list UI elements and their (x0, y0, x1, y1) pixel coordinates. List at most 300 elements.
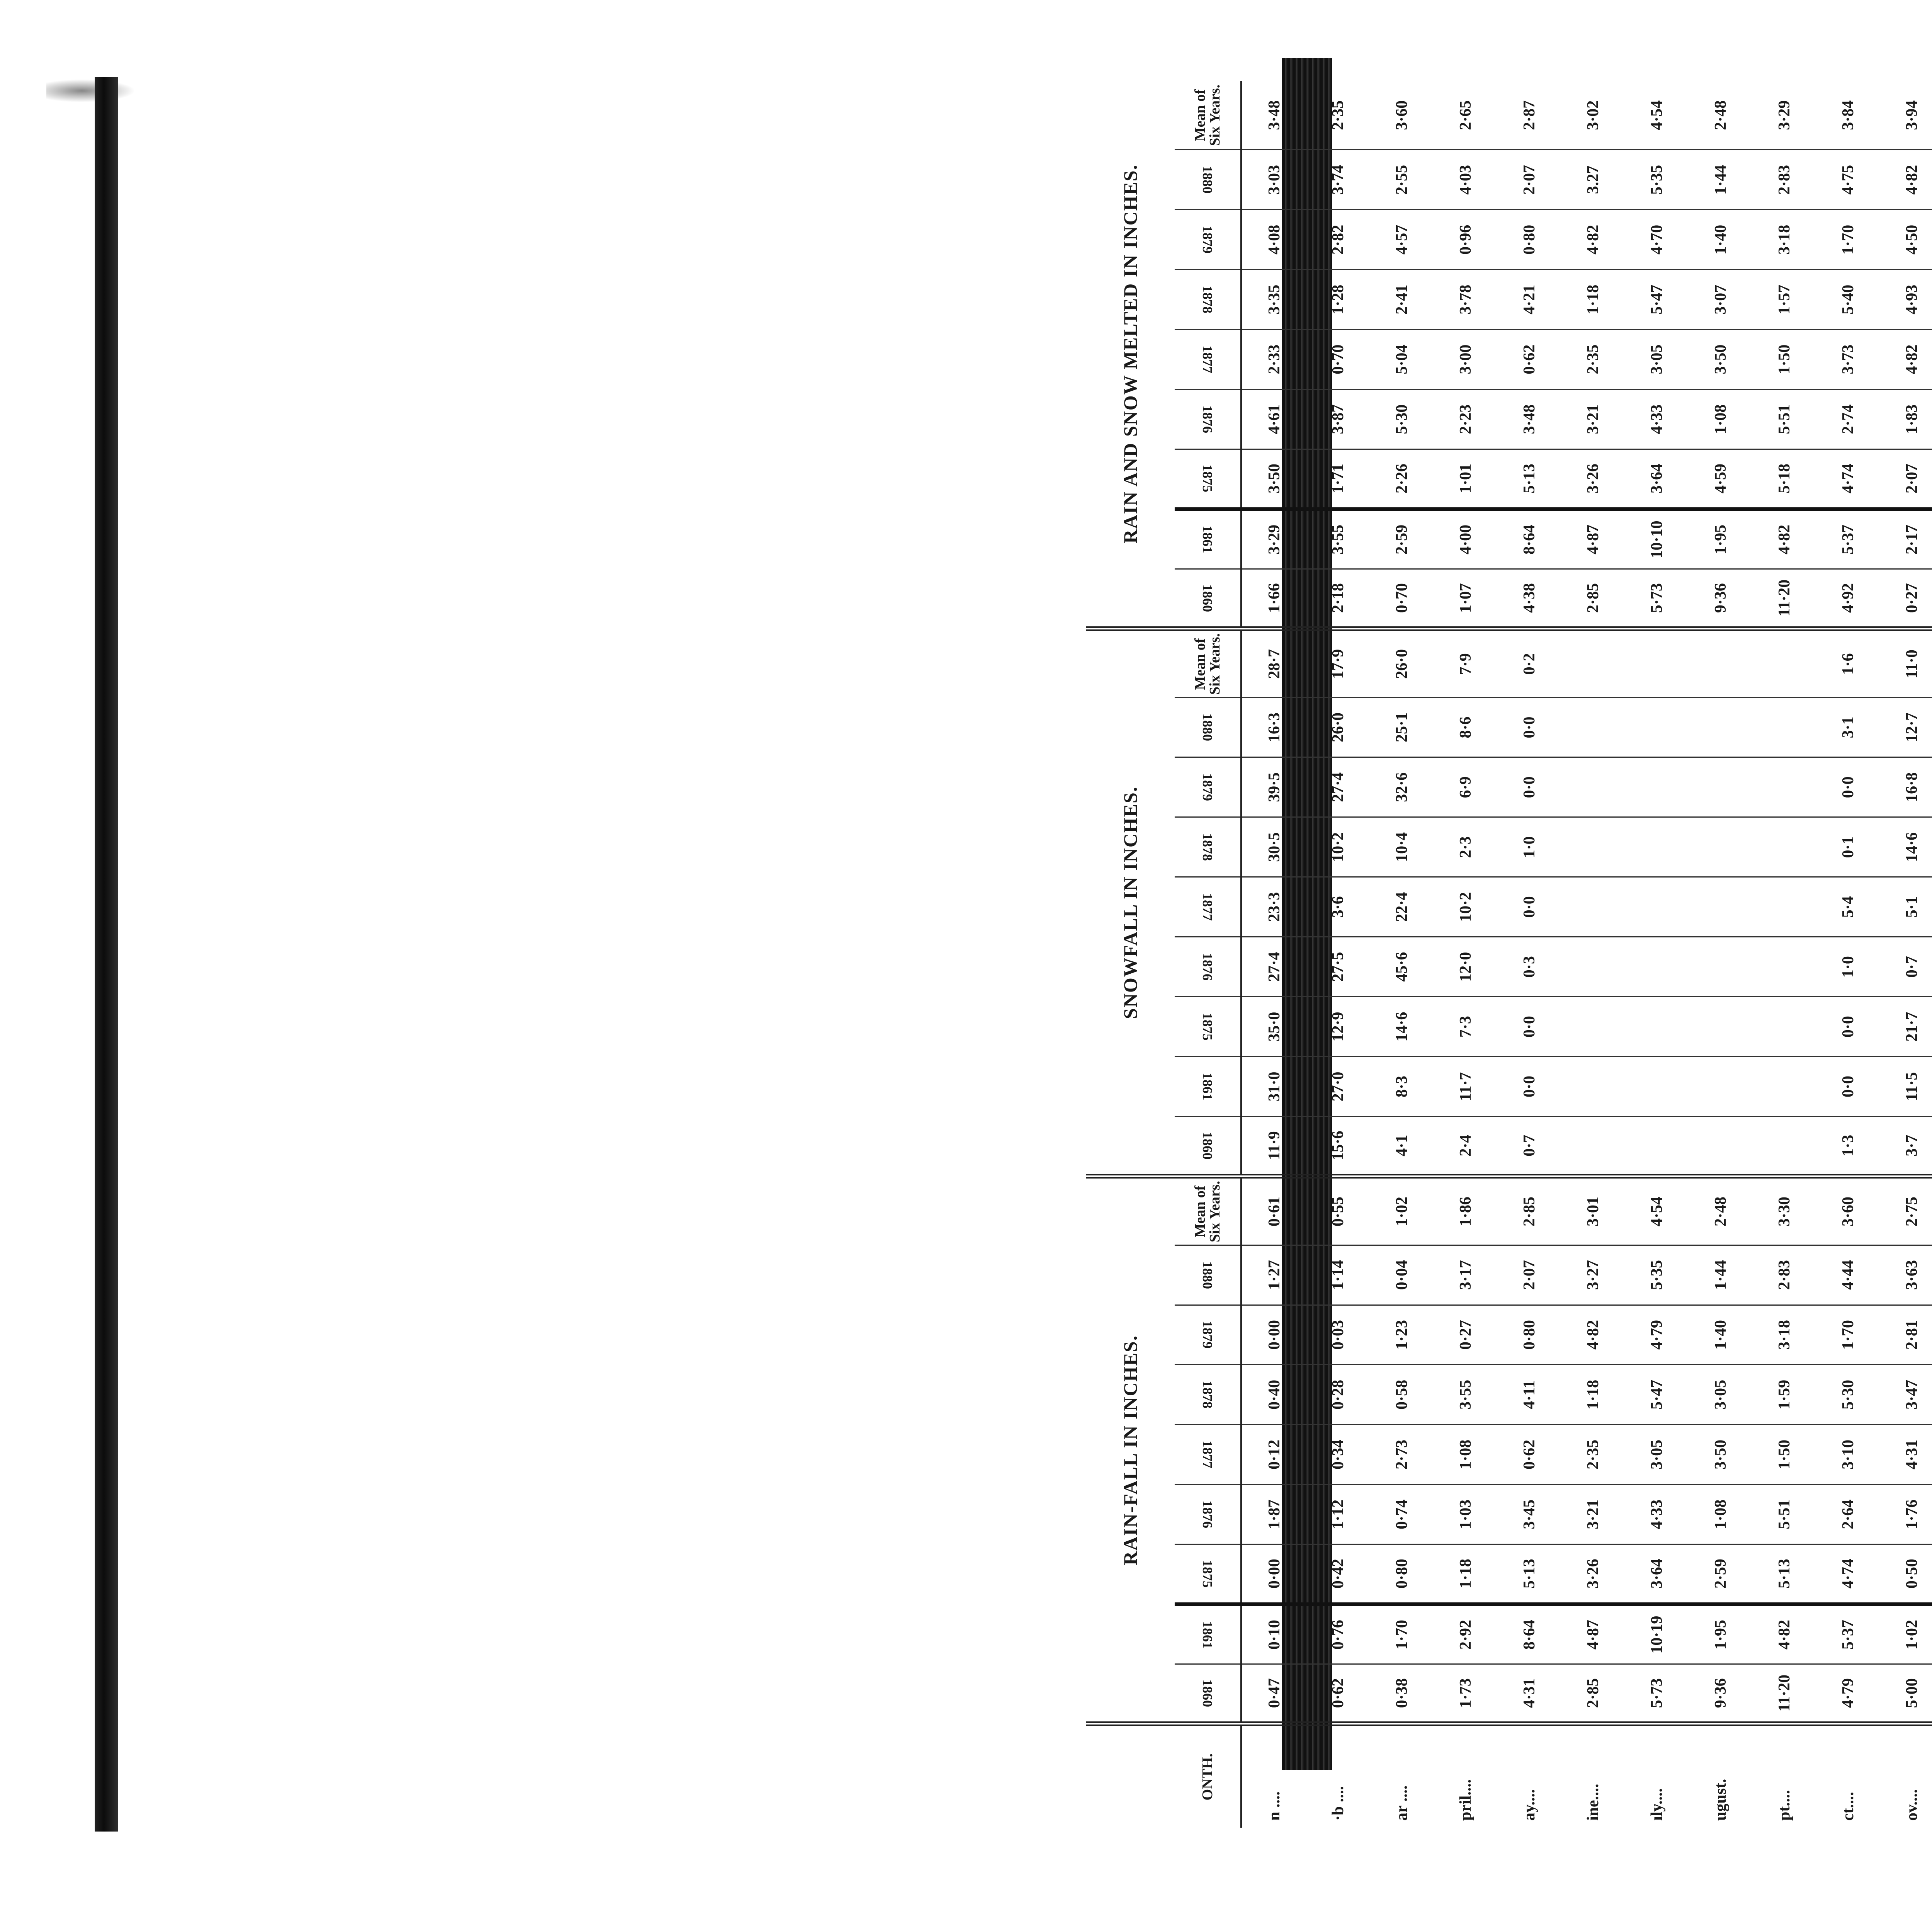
rain-and-snow-value: 3·78 (1434, 270, 1497, 330)
snowfall-value (1689, 877, 1752, 937)
snowfall-value: 0·2 (1497, 629, 1561, 697)
snowfall-mean-header: Mean of Six Years. (1175, 629, 1242, 697)
rain-and-snow-value: 4·54 (1625, 81, 1689, 150)
snowfall-value (1561, 937, 1625, 997)
rain-and-snow-year-header (1175, 389, 1242, 449)
snowfall-value: 26·0 (1370, 629, 1434, 697)
rain-fall-value: 1·02 (1370, 1176, 1434, 1245)
rain-and-snow-value: 3·07 (1689, 270, 1752, 330)
rain-fall-value: 0·34 (1306, 1425, 1370, 1485)
snowfall-value: 0·0 (1497, 877, 1561, 937)
rain-fall-value: 9·36 (1689, 1664, 1752, 1724)
rain-and-snow-value: 1·44 (1689, 150, 1752, 210)
year-label: 1877 (1200, 1440, 1215, 1469)
rain-and-snow-value: 3·73 (1816, 330, 1880, 389)
rain-and-snow-value: 3·87 (1306, 389, 1370, 449)
rain-fall-value: 0·00 (1242, 1305, 1306, 1365)
year-label: 1876 (1200, 953, 1215, 981)
rain-and-snow-value: 0·70 (1306, 330, 1370, 389)
rain-fall-value: 5·37 (1816, 1604, 1880, 1664)
snowfall-value: 10·2 (1434, 877, 1497, 937)
rain-fall-value: 1·14 (1306, 1245, 1370, 1305)
month-label: pril.... (1456, 1779, 1475, 1821)
rain-and-snow-value: 4·82 (1880, 150, 1932, 210)
snowfall-value: 7·9 (1434, 629, 1497, 697)
table-row (1370, 81, 1434, 1828)
rain-and-snow-value: 4·38 (1497, 569, 1561, 629)
snowfall-value: 23·3 (1242, 877, 1306, 937)
year-label: 1878 (1200, 833, 1215, 861)
rain-fall-value: 3·27 (1561, 1245, 1625, 1305)
snowfall-value: 10·2 (1306, 817, 1370, 877)
year-label: 1860 (1200, 1131, 1215, 1160)
rain-fall-value: 2·64 (1816, 1485, 1880, 1544)
snowfall-value: 27·5 (1306, 937, 1370, 997)
rain-and-snow-year-header (1175, 569, 1242, 629)
snowfall-value (1752, 997, 1816, 1057)
year-label: 1880 (1200, 1261, 1215, 1289)
snowfall-value: 22·4 (1370, 877, 1434, 937)
rain-fall-value: 3·60 (1816, 1176, 1880, 1245)
month-label: pt.... (1775, 1790, 1793, 1821)
rain-fall-value: 1·87 (1242, 1485, 1306, 1544)
rain-fall-value: 3·10 (1816, 1425, 1880, 1485)
snowfall-value (1689, 817, 1752, 877)
snowfall-value (1752, 817, 1816, 877)
rain-and-snow-value: 1·40 (1689, 210, 1752, 270)
scan-smudge (46, 79, 135, 102)
rain-and-snow-value: 2·07 (1497, 150, 1561, 210)
year-label: 1878 (1200, 286, 1215, 314)
rain-and-snow-value: 3·00 (1434, 330, 1497, 389)
year-label: 1877 (1200, 893, 1215, 921)
snowfall-value (1689, 937, 1752, 997)
snowfall-value (1752, 1116, 1816, 1176)
rain-fall-value: 0·58 (1370, 1365, 1434, 1425)
rain-and-snow-value: 3·64 (1625, 449, 1689, 509)
rain-fall-value: 3·55 (1434, 1365, 1497, 1425)
rain-and-snow-value: 2·55 (1370, 150, 1434, 210)
rain-fall-value: 4·54 (1625, 1176, 1689, 1245)
rain-fall-value: 2·07 (1497, 1245, 1561, 1305)
snowfall-value: 45·6 (1370, 937, 1434, 997)
rain-and-snow-value: 2·87 (1497, 81, 1561, 150)
rain-and-snow-value: 3·48 (1497, 389, 1561, 449)
year-label: 1860 (1200, 1679, 1215, 1707)
rain-fall-value: 4·31 (1497, 1664, 1561, 1724)
snowfall-value: 11·9 (1242, 1116, 1306, 1176)
rain-fall-value: 5·73 (1625, 1664, 1689, 1724)
precipitation-table (1086, 81, 1932, 1828)
rain-and-snow-value: 3·02 (1561, 81, 1625, 150)
snowfall-year-header (1175, 1116, 1242, 1176)
rain-and-snow-value: 3·35 (1242, 270, 1306, 330)
rain-fall-value: 1·86 (1434, 1176, 1497, 1245)
rain-fall-value: 0·80 (1370, 1544, 1434, 1604)
snowfall-value (1625, 997, 1689, 1057)
table-row (1625, 81, 1689, 1828)
year-label: 1877 (1200, 345, 1215, 374)
snowfall-value: 7·3 (1434, 997, 1497, 1057)
rain-fall-value: 2·85 (1497, 1176, 1561, 1245)
rain-fall-value: 2·35 (1561, 1425, 1625, 1485)
table-row (1816, 81, 1880, 1828)
year-label: 1860 (1200, 584, 1215, 612)
year-label: 1875 (1200, 1013, 1215, 1041)
rain-fall-value: 0·12 (1242, 1425, 1306, 1485)
month-label: ct.... (1839, 1792, 1857, 1821)
month-label: ay.... (1520, 1789, 1538, 1821)
rain-and-snow-value: 2·82 (1306, 210, 1370, 270)
snowfall-value (1752, 877, 1816, 937)
rain-fall-value: 4·79 (1625, 1305, 1689, 1365)
year-label: 1878 (1200, 1381, 1215, 1409)
rain-and-snow-value: 1·01 (1434, 449, 1497, 509)
rain-fall-value: 1·44 (1689, 1245, 1752, 1305)
snowfall-value (1752, 757, 1816, 817)
table-row (1689, 81, 1752, 1828)
rain-and-snow-value: 3·03 (1242, 150, 1306, 210)
rain-and-snow-value: 2·23 (1434, 389, 1497, 449)
snowfall-value: 27·0 (1306, 1057, 1370, 1117)
year-label: 1876 (1200, 405, 1215, 434)
rain-and-snow-value: 4·93 (1880, 270, 1932, 330)
snowfall-value (1752, 629, 1816, 697)
rain-fall-value: 3·50 (1689, 1425, 1752, 1485)
month-label: n .... (1265, 1791, 1283, 1821)
snowfall-value: 0·3 (1497, 937, 1561, 997)
rain-fall-year-header (1175, 1305, 1242, 1365)
snowfall-value (1561, 997, 1625, 1057)
rain-fall-value: 0·47 (1242, 1664, 1306, 1724)
rain-and-snow-value: 2·83 (1752, 150, 1816, 210)
rain-fall-value: 2·59 (1689, 1544, 1752, 1604)
rain-and-snow-value: 5·13 (1497, 449, 1561, 509)
rain-fall-value: 3·30 (1752, 1176, 1816, 1245)
table-row (1497, 81, 1561, 1828)
rain-fall-value: 1·70 (1370, 1604, 1434, 1664)
table-row (1880, 81, 1932, 1828)
rain-and-snow-value: 11·20 (1752, 569, 1816, 629)
month-label: ugust. (1711, 1779, 1730, 1821)
snowfall-value: 3·1 (1816, 697, 1880, 757)
rain-fall-value: 1·95 (1689, 1604, 1752, 1664)
rain-fall-value: 0·74 (1370, 1485, 1434, 1544)
rain-and-snow-value: 3·94 (1880, 81, 1932, 150)
snowfall-value: 21·7 (1880, 997, 1932, 1057)
rain-and-snow-value: 4·75 (1816, 150, 1880, 210)
snowfall-year-header (1175, 817, 1242, 877)
rain-fall-value: 1·76 (1880, 1485, 1932, 1544)
rain-and-snow-value: 4·03 (1434, 150, 1497, 210)
snowfall-value: 16·3 (1242, 697, 1306, 757)
rain-and-snow-value: 5·04 (1370, 330, 1434, 389)
rain-and-snow-value: 2·65 (1434, 81, 1497, 150)
rain-fall-value: 1·70 (1816, 1305, 1880, 1365)
snowfall-value: 15·6 (1306, 1116, 1370, 1176)
rain-fall-value: 0·80 (1497, 1305, 1561, 1365)
snowfall-value: 8·3 (1370, 1057, 1434, 1117)
snowfall-value (1752, 1057, 1816, 1117)
snowfall-value (1752, 697, 1816, 757)
rain-fall-value: 0·50 (1880, 1544, 1932, 1604)
rain-and-snow-value: 5·73 (1625, 569, 1689, 629)
snowfall-value: 32·6 (1370, 757, 1434, 817)
rain-fall-value: 4·82 (1561, 1305, 1625, 1365)
rain-and-snow-mean-header: Mean of Six Years. (1175, 81, 1242, 150)
rain-fall-value: 0·03 (1306, 1305, 1370, 1365)
snowfall-value: 26·0 (1306, 697, 1370, 757)
rain-fall-value: 4·11 (1497, 1365, 1561, 1425)
rain-and-snow-value: 4·59 (1689, 449, 1752, 509)
rain-and-snow-value: 5·47 (1625, 270, 1689, 330)
month-label: ine.... (1584, 1784, 1602, 1821)
year-label: 1861 (1200, 526, 1215, 554)
rain-fall-value: 3·01 (1561, 1176, 1625, 1245)
snowfall-value: 1·3 (1816, 1116, 1880, 1176)
rain-fall-value: 4·87 (1561, 1604, 1625, 1664)
rain-fall-value: 0·61 (1242, 1176, 1306, 1245)
snowfall-value (1689, 1057, 1752, 1117)
snowfall-value: 0·0 (1497, 757, 1561, 817)
table-row (1434, 81, 1497, 1828)
snowfall-value: 30·5 (1242, 817, 1306, 877)
snowfall-value (1689, 1116, 1752, 1176)
rain-fall-value: 0·28 (1306, 1365, 1370, 1425)
snowfall-value: 35·0 (1242, 997, 1306, 1057)
rain-and-snow-value: 2·07 (1880, 449, 1932, 509)
snowfall-value: 14·6 (1370, 997, 1434, 1057)
snowfall-value: 16·8 (1880, 757, 1932, 817)
rain-and-snow-value: 1·95 (1689, 509, 1752, 569)
rain-and-snow-value: 8·64 (1497, 509, 1561, 569)
rain-fall-value: 1·40 (1689, 1305, 1752, 1365)
rain-fall-value: 3·17 (1434, 1245, 1497, 1305)
rain-fall-value: 1·23 (1370, 1305, 1434, 1365)
rain-and-snow-value: 2·48 (1689, 81, 1752, 150)
rain-fall-year-header (1175, 1485, 1242, 1544)
rain-and-snow-value: 5·40 (1816, 270, 1880, 330)
snowfall-value (1561, 1116, 1625, 1176)
rain-fall-value: 5·35 (1625, 1245, 1689, 1305)
rain-fall-value: 0·40 (1242, 1365, 1306, 1425)
snowfall-value (1625, 1116, 1689, 1176)
rain-and-snow-value: 0·96 (1434, 210, 1497, 270)
snowfall-value: 8·6 (1434, 697, 1497, 757)
rain-and-snow-value: 2·35 (1306, 81, 1370, 150)
rain-and-snow-value: 4·33 (1625, 389, 1689, 449)
rain-and-snow-year-header (1175, 150, 1242, 210)
rain-fall-value: 0·62 (1306, 1664, 1370, 1724)
rain-and-snow-value: 4·87 (1561, 509, 1625, 569)
rain-and-snow-value: 1·08 (1689, 389, 1752, 449)
snowfall-value: 0·0 (1816, 757, 1880, 817)
snowfall-value (1561, 629, 1625, 697)
rain-and-snow-value: 5·18 (1752, 449, 1816, 509)
rain-and-snow-value: 4·92 (1816, 569, 1880, 629)
rain-fall-value: 1·59 (1752, 1365, 1816, 1425)
rain-and-snow-value: 2·17 (1880, 509, 1932, 569)
rain-fall-year-header (1175, 1604, 1242, 1664)
rain-and-snow-value: 2·35 (1561, 330, 1625, 389)
rain-and-snow-value: 3·26 (1561, 449, 1625, 509)
snowfall-value: 39·5 (1242, 757, 1306, 817)
rain-and-snow-value: 9·36 (1689, 569, 1752, 629)
rain-fall-section-title: RAIN-FALL IN INCHES. (1086, 1176, 1175, 1724)
rain-fall-value: 0·38 (1370, 1664, 1434, 1724)
snowfall-value: 11·5 (1880, 1057, 1932, 1117)
rain-and-snow-year-header (1175, 449, 1242, 509)
rain-and-snow-year-header (1175, 509, 1242, 569)
snowfall-value: 0·0 (1816, 997, 1880, 1057)
rain-fall-mean-header: Mean of Six Years. (1175, 1176, 1242, 1245)
table-row (1242, 81, 1306, 1828)
rain-fall-value: 4·44 (1816, 1245, 1880, 1305)
rain-and-snow-year-header (1175, 270, 1242, 330)
snowfall-value: 27·4 (1242, 937, 1306, 997)
rain-and-snow-value: 3·29 (1752, 81, 1816, 150)
snowfall-value (1625, 757, 1689, 817)
rain-and-snow-value: 4·00 (1434, 509, 1497, 569)
rain-fall-value: 1·08 (1434, 1425, 1497, 1485)
rain-and-snow-value: 3·18 (1752, 210, 1816, 270)
rain-and-snow-value: 0·80 (1497, 210, 1561, 270)
snowfall-year-header (1175, 697, 1242, 757)
rain-fall-value: 2·75 (1880, 1176, 1932, 1245)
snowfall-value: 12·9 (1306, 997, 1370, 1057)
snowfall-year-header (1175, 1057, 1242, 1117)
rain-fall-value: 1·12 (1306, 1485, 1370, 1544)
rain-fall-value: 2·73 (1370, 1425, 1434, 1485)
year-label: 1861 (1200, 1073, 1215, 1101)
rain-and-snow-value: 2·85 (1561, 569, 1625, 629)
rain-fall-value: 3·18 (1752, 1305, 1816, 1365)
rain-and-snow-value: 4·82 (1752, 509, 1816, 569)
rain-and-snow-value: 0·70 (1370, 569, 1434, 629)
snowfall-value: 28·7 (1242, 629, 1306, 697)
rain-fall-value: 5·30 (1816, 1365, 1880, 1425)
scan-edge-left (95, 77, 118, 1832)
rain-fall-value: 2·81 (1880, 1305, 1932, 1365)
snowfall-value: 0·1 (1816, 817, 1880, 877)
year-label: 1875 (1200, 1560, 1215, 1588)
snowfall-value: 3·7 (1880, 1116, 1932, 1176)
rain-and-snow-value: 1·50 (1752, 330, 1816, 389)
rain-fall-value: 3·05 (1689, 1365, 1752, 1425)
rain-and-snow-value: 3·05 (1625, 330, 1689, 389)
rain-fall-value: 4·74 (1816, 1544, 1880, 1604)
snowfall-value (1689, 757, 1752, 817)
corner-cell (1086, 1724, 1175, 1828)
snowfall-value (1689, 629, 1752, 697)
rain-fall-value: 5·47 (1625, 1365, 1689, 1425)
rain-and-snow-year-header (1175, 210, 1242, 270)
snowfall-value: 12·0 (1434, 937, 1497, 997)
rain-fall-value: 4·33 (1625, 1485, 1689, 1544)
snowfall-value: 0·0 (1816, 1057, 1880, 1117)
rain-and-snow-value: 2·74 (1816, 389, 1880, 449)
rain-fall-value: 2·85 (1561, 1664, 1625, 1724)
rain-fall-value: 5·00 (1880, 1664, 1932, 1724)
snowfall-value: 25·1 (1370, 697, 1434, 757)
year-label: 1876 (1200, 1500, 1215, 1529)
snowfall-year-header (1175, 877, 1242, 937)
rain-fall-value: 1·50 (1752, 1425, 1816, 1485)
rain-fall-value: 3·47 (1880, 1365, 1932, 1425)
rain-fall-value: 3·26 (1561, 1544, 1625, 1604)
snowfall-section-title: SNOWFALL IN INCHES. (1086, 629, 1175, 1176)
rain-and-snow-value: 1·07 (1434, 569, 1497, 629)
rain-and-snow-value: 1·18 (1561, 270, 1625, 330)
rain-fall-value: 8·64 (1497, 1604, 1561, 1664)
snowfall-value: 10·4 (1370, 817, 1434, 877)
rain-and-snow-value: 2·59 (1370, 509, 1434, 569)
snowfall-value: 0·0 (1497, 1057, 1561, 1117)
rain-fall-value: 1·08 (1689, 1485, 1752, 1544)
snowfall-value: 5·1 (1880, 877, 1932, 937)
rain-and-snow-value: 1·70 (1816, 210, 1880, 270)
snowfall-value: 11·0 (1880, 629, 1932, 697)
snowfall-year-header (1175, 937, 1242, 997)
rain-and-snow-value: 10·10 (1625, 509, 1689, 569)
rain-and-snow-value: 3·21 (1561, 389, 1625, 449)
rain-and-snow-value: 3.27 (1561, 150, 1625, 210)
rain-and-snow-value: 2·41 (1370, 270, 1434, 330)
rain-and-snow-value: 1·28 (1306, 270, 1370, 330)
snowfall-value: 11·7 (1434, 1057, 1497, 1117)
snowfall-value (1561, 817, 1625, 877)
rain-fall-year-header (1175, 1664, 1242, 1724)
rain-and-snow-value: 3·29 (1242, 509, 1306, 569)
rain-fall-value: 3·05 (1625, 1425, 1689, 1485)
rain-and-snow-value: 0·27 (1880, 569, 1932, 629)
snowfall-value: 0·0 (1497, 997, 1561, 1057)
rain-fall-value: 4·79 (1816, 1664, 1880, 1724)
rain-fall-value: 11·20 (1752, 1664, 1816, 1724)
rain-fall-value: 0·62 (1497, 1425, 1561, 1485)
rain-fall-value: 1·73 (1434, 1664, 1497, 1724)
rain-fall-value: 0·10 (1242, 1604, 1306, 1664)
rain-fall-value: 2·83 (1752, 1245, 1816, 1305)
rain-fall-value: 1·02 (1880, 1604, 1932, 1664)
snowfall-value: 5·4 (1816, 877, 1880, 937)
snowfall-value: 2·4 (1434, 1116, 1497, 1176)
year-label: 1879 (1200, 773, 1215, 801)
rain-fall-value: 3·63 (1880, 1245, 1932, 1305)
snowfall-value: 0·7 (1497, 1116, 1561, 1176)
snowfall-value (1752, 937, 1816, 997)
snowfall-value: 17·9 (1306, 629, 1370, 697)
rotated-page (1086, 0, 1932, 1828)
snowfall-value (1689, 697, 1752, 757)
snowfall-value: 14·6 (1880, 817, 1932, 877)
month-label: ar .... (1393, 1785, 1411, 1821)
rain-and-snow-value: 4·08 (1242, 210, 1306, 270)
snowfall-value: 31·0 (1242, 1057, 1306, 1117)
snowfall-value (1625, 877, 1689, 937)
snowfall-value (1625, 697, 1689, 757)
year-label: 1879 (1200, 226, 1215, 254)
snowfall-value: 4·1 (1370, 1116, 1434, 1176)
rain-fall-year-header (1175, 1425, 1242, 1485)
rain-fall-value: 0·55 (1306, 1176, 1370, 1245)
snowfall-year-header (1175, 997, 1242, 1057)
rain-fall-value: 1·27 (1242, 1245, 1306, 1305)
rain-fall-value: 0·42 (1306, 1544, 1370, 1604)
rain-and-snow-year-header (1175, 330, 1242, 389)
rain-and-snow-value: 5·35 (1625, 150, 1689, 210)
rain-and-snow-value: 3·50 (1689, 330, 1752, 389)
